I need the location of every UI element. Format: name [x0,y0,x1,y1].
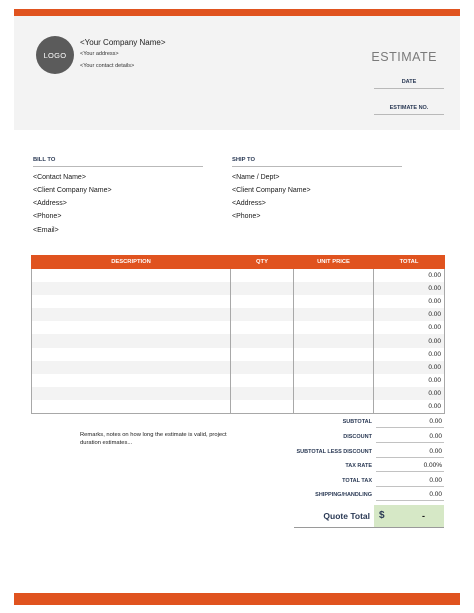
date-label: DATE [374,79,444,89]
description-cell[interactable] [32,334,231,347]
table-row [32,308,445,321]
total-cell: 0.00 [374,387,445,400]
ship-to-company-name: <Client Company Name> [232,187,311,194]
subtotal-less-discount-label: SUBTOTAL LESS DISCOUNT [296,449,372,455]
table-header-row [32,256,445,269]
top-accent-bar [14,9,460,16]
total-tax-value: 0.00 [376,477,444,487]
bill-to-email: <Email> [33,227,59,234]
discount-label: DISCOUNT [343,434,372,440]
subtotal-less-discount-value: 0.00 [376,448,444,458]
description-cell[interactable] [32,361,231,374]
column-header-total: TOTAL [374,256,445,269]
total-cell: 0.00 [374,348,445,361]
description-cell[interactable] [32,308,231,321]
description-cell[interactable] [32,321,231,334]
total-cell: 0.00 [374,374,445,387]
estimate-header [14,16,460,130]
ship-to-name-dept: <Name / Dept> [232,174,280,181]
company-name: <Your Company Name> [80,38,166,47]
ship-to-heading: SHIP TO [232,157,402,167]
table-row [32,361,445,374]
qty-cell[interactable] [231,348,294,361]
column-header-description: DESCRIPTION [32,256,231,269]
qty-cell[interactable] [231,295,294,308]
company-contact: <Your contact details> [80,63,135,69]
total-cell: 0.00 [374,295,445,308]
bottom-accent-bar [14,593,460,605]
qty-cell[interactable] [231,334,294,347]
discount-value[interactable]: 0.00 [376,433,444,443]
subtotal-value: 0.00 [376,418,444,428]
ship-to-address: <Address> [232,200,266,207]
shipping-handling-value[interactable]: 0.00 [376,491,444,501]
remarks-text: Remarks, notes on how long the estimate is valid, project duration estimates... [80,432,227,446]
table-row [32,269,445,282]
unit-price-cell[interactable] [294,374,374,387]
description-cell[interactable] [32,295,231,308]
company-address: <Your address> [80,51,119,57]
unit-price-cell[interactable] [294,269,374,282]
bill-to-contact-name: <Contact Name> [33,174,86,181]
qty-cell[interactable] [231,269,294,282]
description-cell[interactable] [32,348,231,361]
line-items-table [31,255,445,414]
column-header-unit-price: UNIT PRICE [294,256,374,269]
total-cell: 0.00 [374,400,445,413]
unit-price-cell[interactable] [294,282,374,295]
table-row [32,400,445,413]
qty-cell[interactable] [231,282,294,295]
quote-total-divider [294,527,444,528]
table-row [32,295,445,308]
unit-price-cell[interactable] [294,308,374,321]
bill-to-address: <Address> [33,200,67,207]
estimate-number-label: ESTIMATE NO. [374,105,444,115]
quote-total-box [374,505,444,527]
description-cell[interactable] [32,269,231,282]
qty-cell[interactable] [231,308,294,321]
bill-to-company-name: <Client Company Name> [33,187,112,194]
table-row [32,321,445,334]
description-cell[interactable] [32,282,231,295]
bill-to-heading: BILL TO [33,157,203,167]
total-cell: 0.00 [374,269,445,282]
tax-rate-label: TAX RATE [345,463,372,469]
description-cell[interactable] [32,387,231,400]
unit-price-cell[interactable] [294,295,374,308]
qty-cell[interactable] [231,400,294,413]
description-cell[interactable] [32,374,231,387]
total-tax-label: TOTAL TAX [342,478,372,484]
total-cell: 0.00 [374,308,445,321]
table-row [32,387,445,400]
tax-rate-value[interactable]: 0.00% [376,462,444,472]
table-row [32,348,445,361]
unit-price-cell[interactable] [294,334,374,347]
qty-cell[interactable] [231,387,294,400]
quote-total-value: - [422,511,425,521]
table-row [32,334,445,347]
total-cell: 0.00 [374,361,445,374]
table-row [32,374,445,387]
quote-total-label: Quote Total [323,511,370,521]
currency-symbol: $ [379,510,385,521]
total-cell: 0.00 [374,282,445,295]
unit-price-cell[interactable] [294,361,374,374]
column-header-qty: QTY [231,256,294,269]
total-cell: 0.00 [374,321,445,334]
unit-price-cell[interactable] [294,387,374,400]
total-cell: 0.00 [374,334,445,347]
description-cell[interactable] [32,400,231,413]
qty-cell[interactable] [231,361,294,374]
ship-to-phone: <Phone> [232,213,261,220]
subtotal-label: SUBTOTAL [342,419,372,425]
document-title: ESTIMATE [371,50,437,64]
qty-cell[interactable] [231,321,294,334]
unit-price-cell[interactable] [294,348,374,361]
company-logo: LOGO [36,36,74,74]
qty-cell[interactable] [231,374,294,387]
unit-price-cell[interactable] [294,400,374,413]
bill-to-phone: <Phone> [33,213,62,220]
unit-price-cell[interactable] [294,321,374,334]
table-row [32,282,445,295]
shipping-handling-label: SHIPPING/HANDLING [315,492,372,498]
